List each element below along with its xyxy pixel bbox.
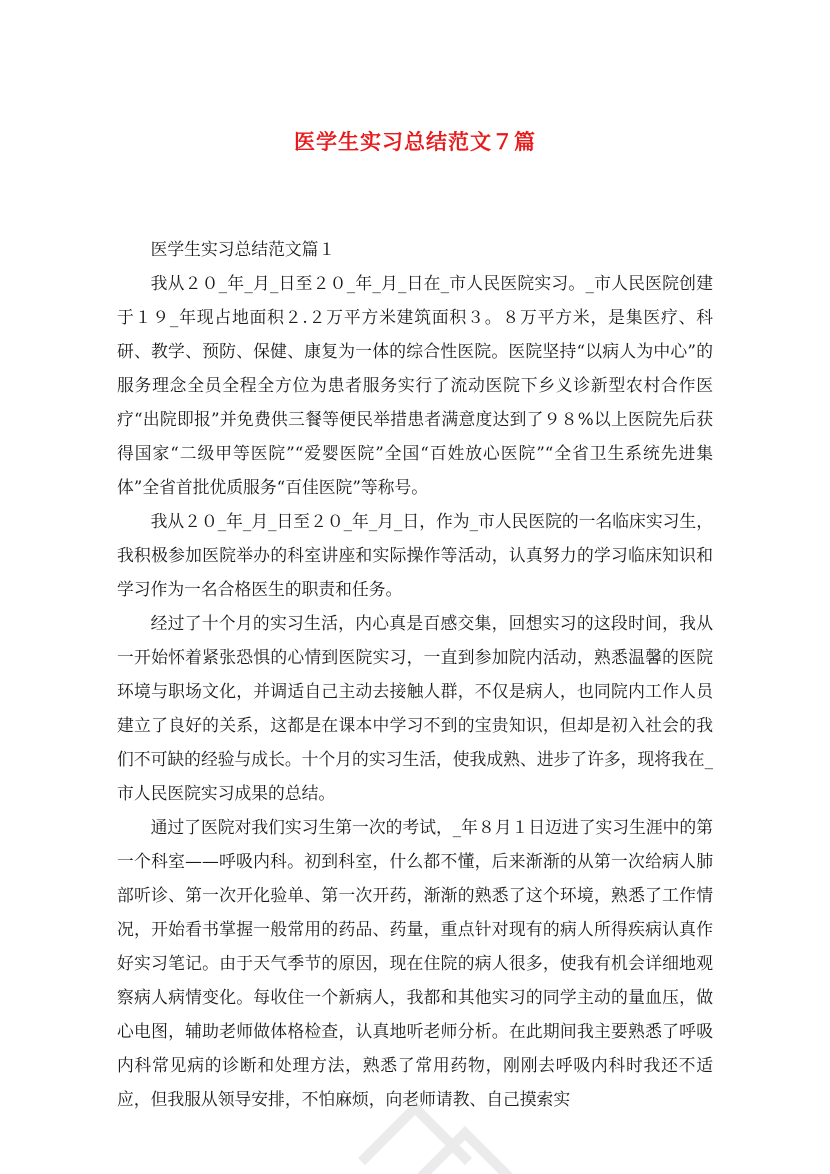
section-heading: 医学生实习总结范文篇１ — [150, 239, 336, 259]
document-body — [117, 232, 713, 1116]
paragraph-4: 通过了医院对我们实习生第一次的考试，_年８月１日迈进了实习生涯中的第一个科室——呼吸内科。初到科室，什么都不懂，后来渐渐的从第一次给病人肺部听诊、第一次开化验单、第一次开药，渐渐的熟悉了这个环境，熟悉了工作情况，开始看书掌握一般常用的药品、药量，重点针对现有的病人所得疾病认真作好实习笔记。由于天气季节的原因，现在住院的病人很多，使我有机会详细地观察病人病情变化。每收住一个新病人，我都和其他实习的同学主动的量血压，做心电图，辅助老师做体格检查，认真地听老师分析。在此期间我主要熟悉了呼吸内科常见病的诊断和处理方法，熟悉了常用药物，刚刚去呼吸内科时我还不适应，但我服从领导安排，不怕麻烦，向老师请教、自己摸索实 — [117, 817, 713, 1109]
paragraph-1: 我从２０_年_月_日至２０_年_月_日在_市人民医院实习。_市人民医院创建于１９_年现占地面积２.２万平方米建筑面积３。８万平方米，是集医疗、科研、教学、预防、保健、康复为一体的综合性医院。医院坚持“以病人为中心”的服务理念全员全程全方位为患者服务实行了流动医院下乡义诊新型农村合作医疗“出院即报”并免费供三餐等便民举措患者满意度达到了９８%以上医院先后获得国家“二级甲等医院”“爱婴医院”全国“百姓放心医院”“全省卫生系统先进集体”全省首批优质服务“百佳医院”等称号。 — [117, 273, 713, 497]
document-title: 医学生实习总结范文７篇 — [294, 130, 536, 154]
watermark-icon — [355, 1098, 525, 1174]
paragraph-3: 经过了十个月的实习生活，内心真是百感交集，回想实习的这段时间，我从一开始怀着紧张恐惧的心情到医院实习，一直到参加院内活动，熟悉温馨的医院环境与职场文化，并调适自己主动去接触人群，不仅是病人，也同院内工作人员建立了良好的关系，这都是在课本中学习不到的宝贵知识，但却是初入社会的我们不可缺的经验与成长。十个月的实习生活，使我成熟、进步了许多，现将我在_市人民医院实习成果的总结。 — [117, 613, 713, 803]
paragraph-2: 我从２０_年_月_日至２０_年_月_日，作为_市人民医院的一名临床实习生，我积极参加医院举办的科室讲座和实际操作等活动，认真努力的学习临床知识和学习作为一名合格医生的职责和任务。 — [117, 511, 713, 599]
